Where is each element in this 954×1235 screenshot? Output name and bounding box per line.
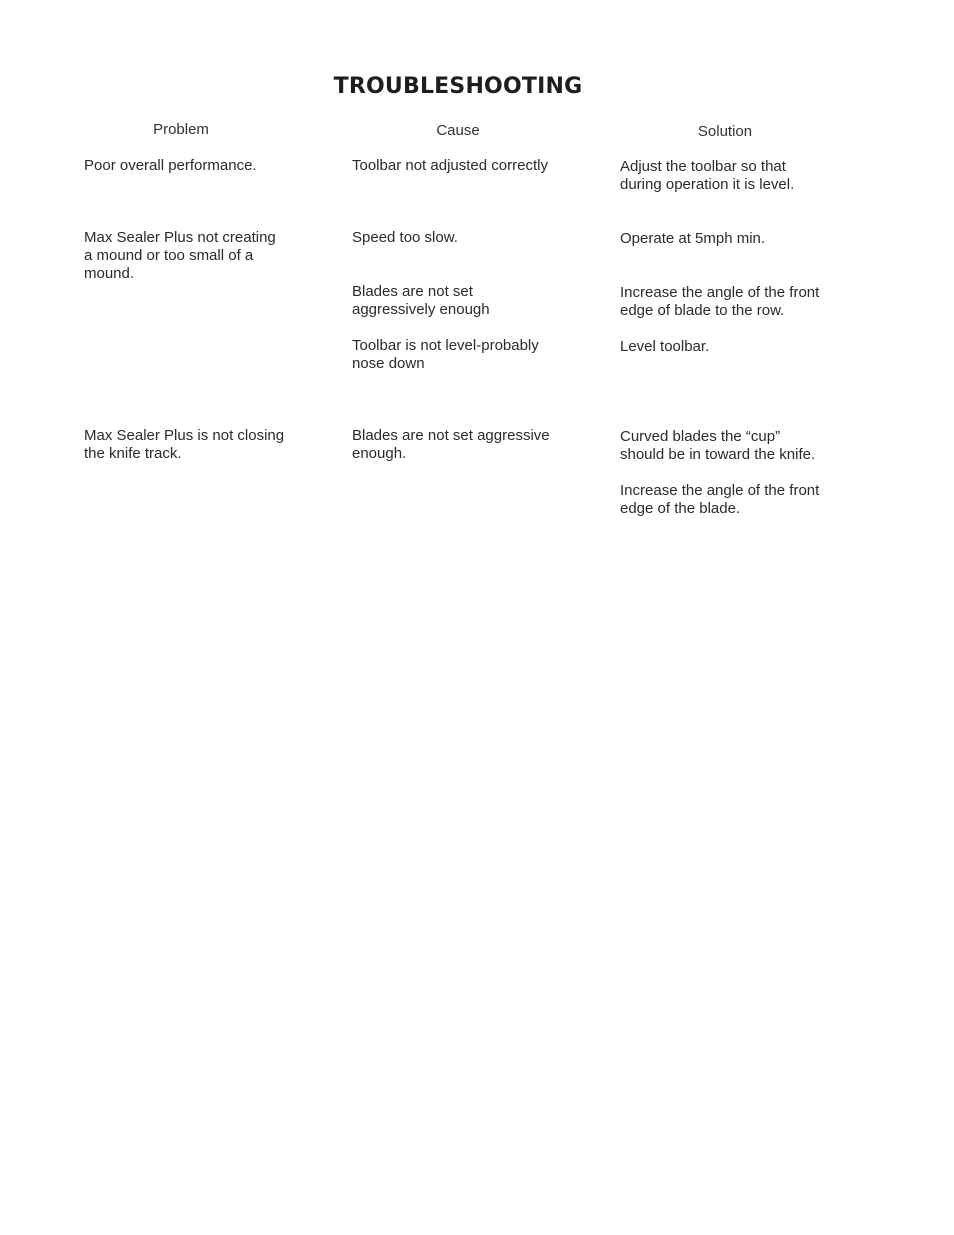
cause-2-3: Toolbar is not level-probably nose down [352, 337, 539, 372]
solution-1-1: Adjust the toolbar so that during operation it is level. [620, 158, 795, 193]
header-solution: Solution [697, 123, 753, 140]
header-cause: Cause [436, 122, 480, 139]
solution-3-1: Curved blades the “cup” should be in toward the knife. [620, 428, 816, 463]
cause-2-1: Speed too slow. [352, 229, 458, 246]
solution-2-2: Increase the angle of the front edge of blade to the row. [620, 284, 820, 319]
solution-3-2: Increase the angle of the front edge of the blade. [620, 482, 820, 517]
problem-1: Poor overall performance. [84, 157, 257, 174]
page-title: TROUBLESHOOTING [333, 74, 583, 99]
solution-2-3: Level toolbar. [620, 338, 710, 355]
problem-3: Max Sealer Plus is not closing the knife track. [84, 427, 285, 462]
header-problem: Problem [153, 121, 209, 138]
cause-3-1: Blades are not set aggressive enough. [352, 427, 550, 462]
solution-2-1: Operate at 5mph min. [620, 230, 766, 247]
cause-2-2: Blades are not set aggressively enough [352, 283, 490, 318]
problem-2: Max Sealer Plus not creating a mound or too small of a mound. [84, 229, 276, 282]
cause-1-1: Toolbar not adjusted correctly [352, 157, 548, 174]
